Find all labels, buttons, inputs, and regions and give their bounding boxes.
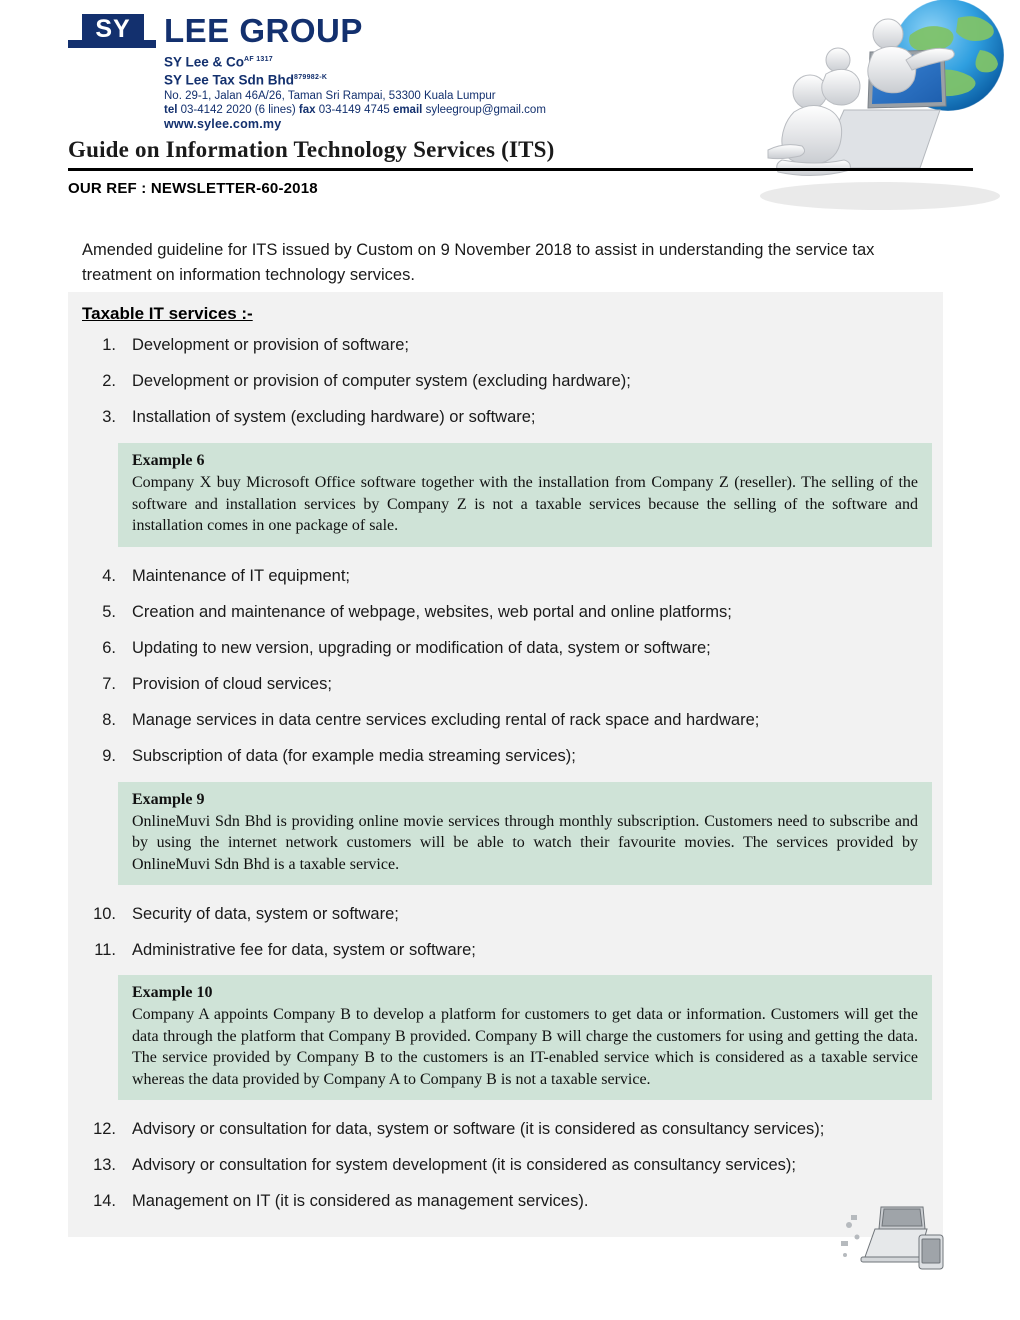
sy-logo-icon (68, 14, 156, 48)
list-item-number: 4. (102, 566, 116, 585)
letterhead (68, 14, 628, 131)
example-10-body: Company A appoints Company B to develop a platform for customers to get data or information. Customers will get the data through the platform that Company B provided. Company B will charge the customers for using and getting the data. The service provided by Company B to the customers is an IT-enabled service which is considered as a taxable service whereas the data provided by Company A to Company B is not a taxable service. (132, 1006, 918, 1088)
title-divider (68, 168, 973, 171)
list-item-label: Installation of system (excluding hardware) or software; (132, 408, 536, 426)
content-panel (68, 292, 943, 1237)
header-illustration (710, 0, 1020, 220)
contact-block (164, 89, 628, 131)
list-item-label: Development or provision of computer system (excluding hardware); (132, 372, 631, 390)
list-item (82, 709, 932, 732)
example-10-box (118, 975, 932, 1100)
list-item-number: 7. (102, 674, 116, 693)
list-item (82, 565, 932, 588)
address-line: No. 29-1, Jalan 46A/26, Taman Sri Rampai, 53300 Kuala Lumpur (164, 90, 496, 102)
list-item (82, 939, 932, 962)
example-9-box (118, 782, 932, 886)
list-item-label: Creation and maintenance of webpage, websites, web portal and online platforms; (132, 602, 732, 621)
firm-names (164, 52, 628, 87)
example-9-title: Example 9 (132, 790, 205, 808)
page-title: Guide on Information Technology Services (ITS) (68, 137, 555, 162)
list-item-label: Provision of cloud services; (132, 674, 332, 693)
list-item-number: 1. (102, 336, 116, 354)
list-item-number: 9. (102, 746, 116, 765)
list-item-number: 8. (102, 710, 116, 729)
list-item (82, 334, 932, 357)
example-6-box (118, 443, 932, 547)
list-item-number: 6. (102, 638, 116, 657)
example-6-body: Company X buy Microsoft Office software together with the installation from Company Z (reseller). The selling of the software and installation services by Company Z is not a taxable services because the selling of the software and installation comes in one package of sale. (132, 474, 918, 534)
list-item-label: Advisory or consultation for data, system or software (it is considered as consultancy services); (132, 1120, 825, 1138)
list-item (82, 601, 932, 624)
example-9-body: OnlineMuvi Sdn Bhd is providing online movie services through monthly subscription. Customers need to subscribe and by using the internet network customers will be able to watch their favourite movies. The services provided by OnlineMuvi Sdn Bhd is a taxable service. (132, 812, 918, 873)
list-item (82, 745, 932, 768)
document-reference: OUR REF : NEWSLETTER-60-2018 (68, 180, 318, 197)
company-logo (68, 14, 628, 48)
logo-wordmark: LEE GROUP (164, 12, 363, 49)
list-item-label: Security of data, system or software; (132, 905, 399, 923)
list-item (82, 406, 932, 429)
list-item-number: 14. (93, 1192, 116, 1210)
list-item (82, 903, 932, 926)
intro-paragraph: Amended guideline for ITS issued by Custom on 9 November 2018 to assist in understanding the service tax treatment on information technology services. (82, 241, 875, 284)
list-item-number: 13. (93, 1156, 116, 1174)
list-item-number: 12. (93, 1120, 116, 1138)
website-line: www.sylee.com.my (164, 117, 282, 131)
list-item-label: Development or provision of software; (132, 336, 409, 354)
list-item-label: Manage services in data centre services excluding rental of rack space and hardware; (132, 710, 760, 729)
list-item (82, 673, 932, 696)
list-item (82, 1154, 932, 1177)
list-item-label: Advisory or consultation for system development (it is considered as consultancy services); (132, 1156, 796, 1174)
firm-name-1: SY Lee & $Co^{AF 1317}$ (164, 54, 273, 70)
list-item-label: Subscription of data (for example media streaming services); (132, 746, 576, 765)
sy-logo-text: SY (82, 14, 144, 44)
firm-name-2: SY Lee Tax Sdn Bhd$^{879982-K}$ (164, 72, 328, 87)
taxable-services-list (82, 334, 932, 1226)
example-10-title: Example 10 (132, 984, 213, 1001)
list-item-number: 3. (102, 408, 116, 426)
list-item-label: Administrative fee for data, system or software; (132, 941, 476, 959)
list-item-number: 10. (93, 905, 116, 923)
example-6-title: Example 6 (132, 452, 205, 469)
list-item (82, 637, 932, 660)
list-item (82, 1118, 932, 1141)
list-item-number: 11. (94, 941, 116, 959)
list-item-number: 2. (102, 372, 116, 390)
phone-line: tel 03-4142 2020 (6 lines) fax 03-4149 4745 email syleegroup@gmail.com (164, 104, 546, 116)
list-item (82, 1190, 932, 1213)
list-item-label: Management on IT (it is considered as management services). (132, 1192, 589, 1210)
section-heading: Taxable IT services :- (82, 304, 253, 323)
list-item-number: 5. (102, 602, 116, 621)
list-item-label: Maintenance of IT equipment; (132, 566, 350, 585)
list-item-label: Updating to new version, upgrading or modification of data, system or software; (132, 638, 711, 657)
list-item (82, 370, 932, 393)
